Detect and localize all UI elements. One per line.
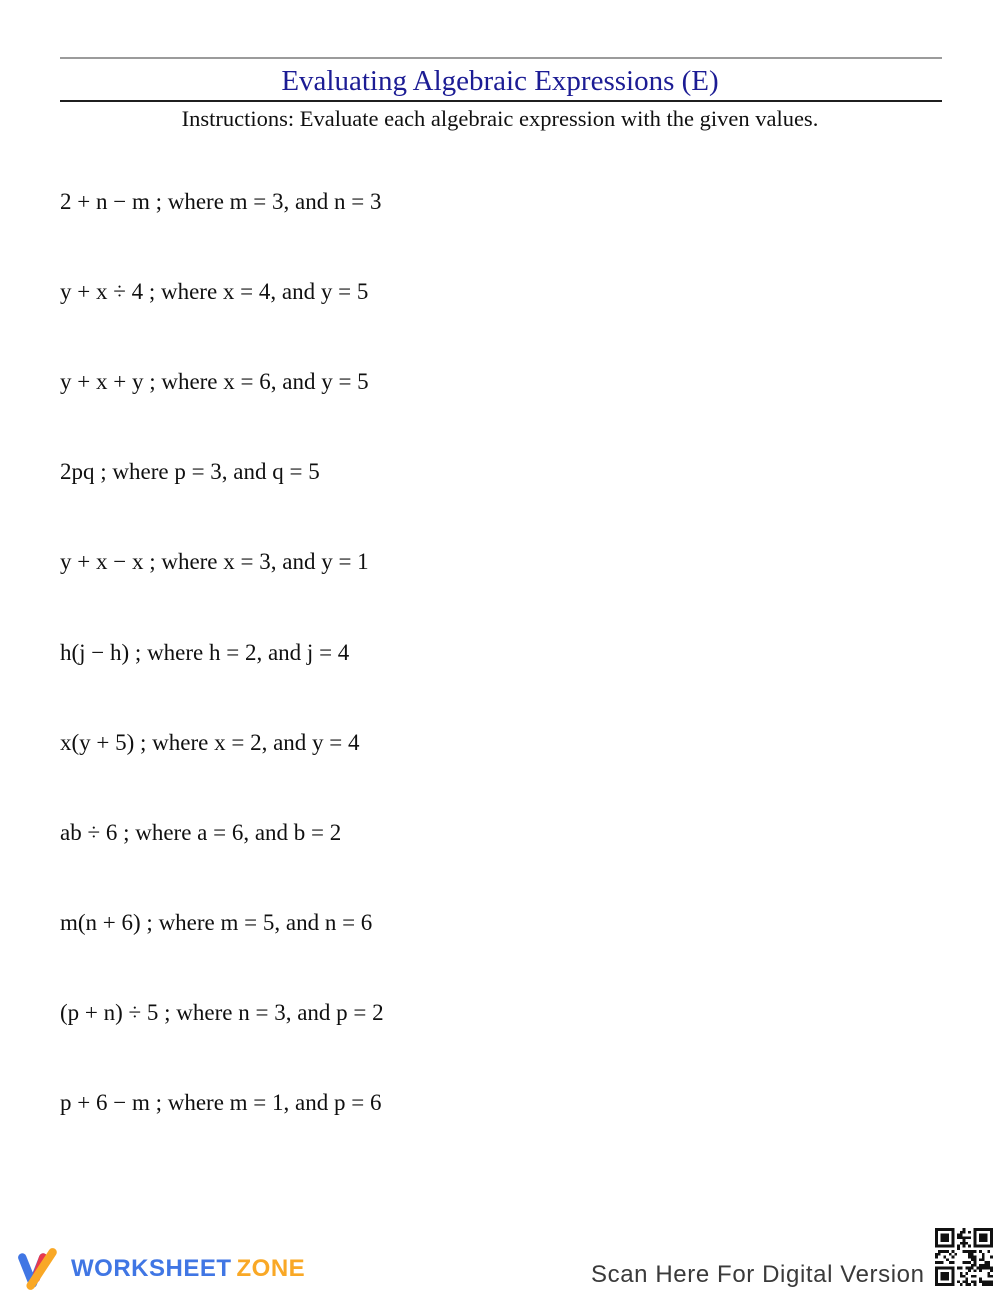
- qr-code: [935, 1228, 993, 1286]
- worksheetzone-logo-icon: [16, 1246, 62, 1292]
- problem-row: (p + n) ÷ 5 ; where n = 3, and p = 2: [60, 1000, 384, 1025]
- logo-word-zone: ZONE: [236, 1255, 306, 1282]
- logo-word-worksheet: WORKSHEET: [71, 1255, 232, 1282]
- problem-row: h(j − h) ; where h = 2, and j = 4: [60, 640, 350, 665]
- problem-row: p + 6 − m ; where m = 1, and p = 6: [60, 1090, 382, 1115]
- instructions-text: Instructions: Evaluate each algebraic expression with the given values.: [181, 106, 819, 131]
- worksheetzone-logo-text: [71, 1255, 305, 1283]
- problem-row: y + x + y ; where x = 6, and y = 5: [60, 369, 369, 394]
- problem-row: y + x ÷ 4 ; where x = 4, and y = 5: [60, 279, 369, 304]
- problem-row: y + x − x ; where x = 3, and y = 1: [60, 549, 369, 574]
- problem-row: 2pq ; where p = 3, and q = 5: [60, 459, 320, 484]
- scan-here-label: Scan Here For Digital Version: [591, 1261, 925, 1288]
- problem-row: ab ÷ 6 ; where a = 6, and b = 2: [60, 820, 342, 845]
- problem-row: m(n + 6) ; where m = 5, and n = 6: [60, 910, 373, 935]
- problem-row: 2 + n − m ; where m = 3, and n = 3: [60, 189, 382, 214]
- problem-row: x(y + 5) ; where x = 2, and y = 4: [60, 730, 360, 755]
- page-title: Evaluating Algebraic Expressions (E): [281, 65, 719, 97]
- worksheetzone-logo: [16, 1246, 305, 1292]
